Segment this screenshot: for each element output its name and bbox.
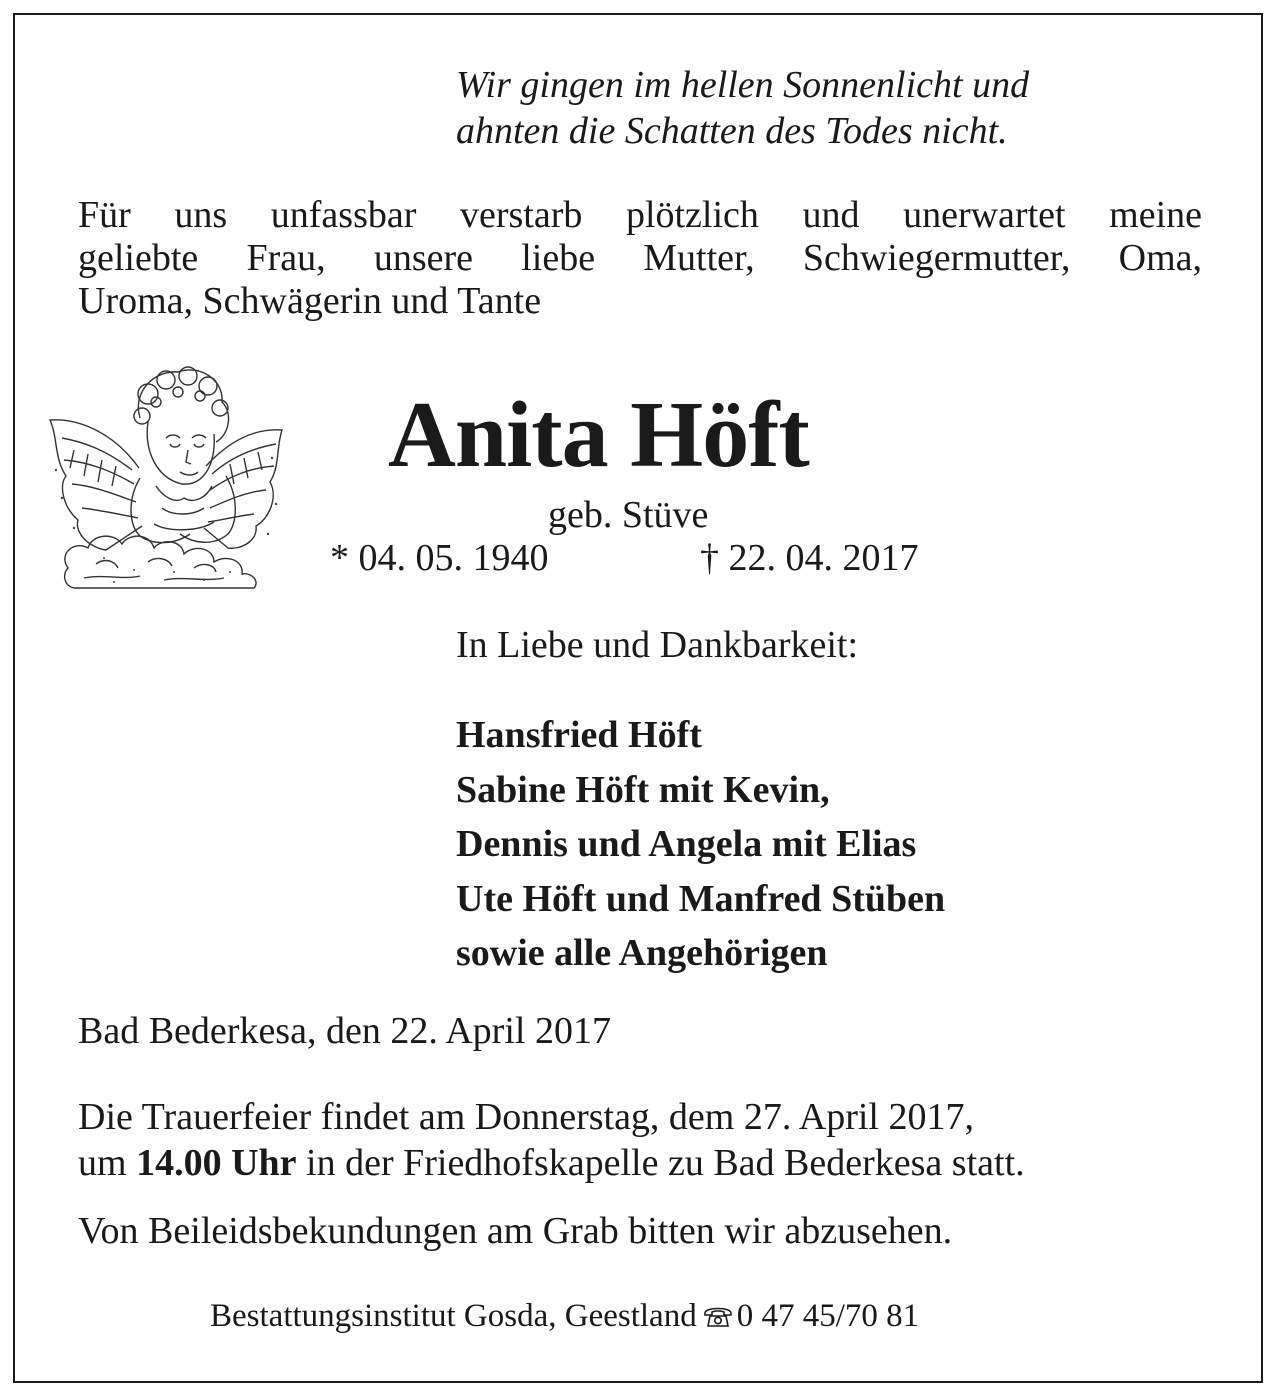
service-line-1: Die Trauerfeier findet am Donnerstag, dem 27. April 2017, [78,1096,974,1138]
death-date: † 22. 04. 2017 [700,537,919,579]
intro-line-3: Uroma, Schwägerin und Tante [78,280,542,322]
service-time: 14.00 Uhr [136,1142,297,1184]
phone-number: 0 47 45/70 81 [736,1298,920,1334]
angel-illustration [44,358,284,590]
mourner-name: Ute Höft und Manfred Stüben [456,877,946,920]
funeral-home-name: Bestattungsinstitut Gosda, Geestland [210,1298,697,1334]
maiden-name: geb. Stüve [548,494,709,536]
memorial-quote [456,62,1029,154]
mourner-name: Dennis und Angela mit Elias [456,823,917,865]
service-line-2-start: um [78,1142,137,1184]
place-and-date: Bad Bederkesa, den 22. April 2017 [78,1010,611,1052]
birth-date: * 04. 05. 1940 [330,537,549,579]
funeral-home-footer [210,1296,919,1338]
mourners-list [456,708,945,981]
telephone-icon [703,1298,733,1338]
intro-line-1: Für uns unfassbar verstarb plötzlich und unerwartet meine [78,194,1202,236]
mourner-name: Hansfried Höft [456,714,702,756]
condolence-notice: Von Beileidsbekundungen am Grab bitten wir abzusehen. [78,1210,953,1252]
quote-line-2: ahnten die Schatten des Todes nicht. [456,110,1008,152]
service-line-2-end: in der Friedhofskapelle zu Bad Bederkesa statt. [296,1142,1025,1184]
service-line-2 [78,1140,1025,1186]
quote-line-1: Wir gingen im hellen Sonnenlicht und [456,64,1030,106]
mourner-name: sowie alle Angehörigen [456,932,828,974]
funeral-service-info [78,1094,1025,1186]
intro-text [78,194,1202,323]
thanks-heading: In Liebe und Dankbarkeit: [456,624,859,666]
deceased-name: Anita Höft [388,383,809,487]
mourner-name: Sabine Höft mit Kevin, [456,768,830,811]
intro-line-2: geliebte Frau, unsere liebe Mutter, Schwiegermutter, Oma, [78,237,1202,279]
